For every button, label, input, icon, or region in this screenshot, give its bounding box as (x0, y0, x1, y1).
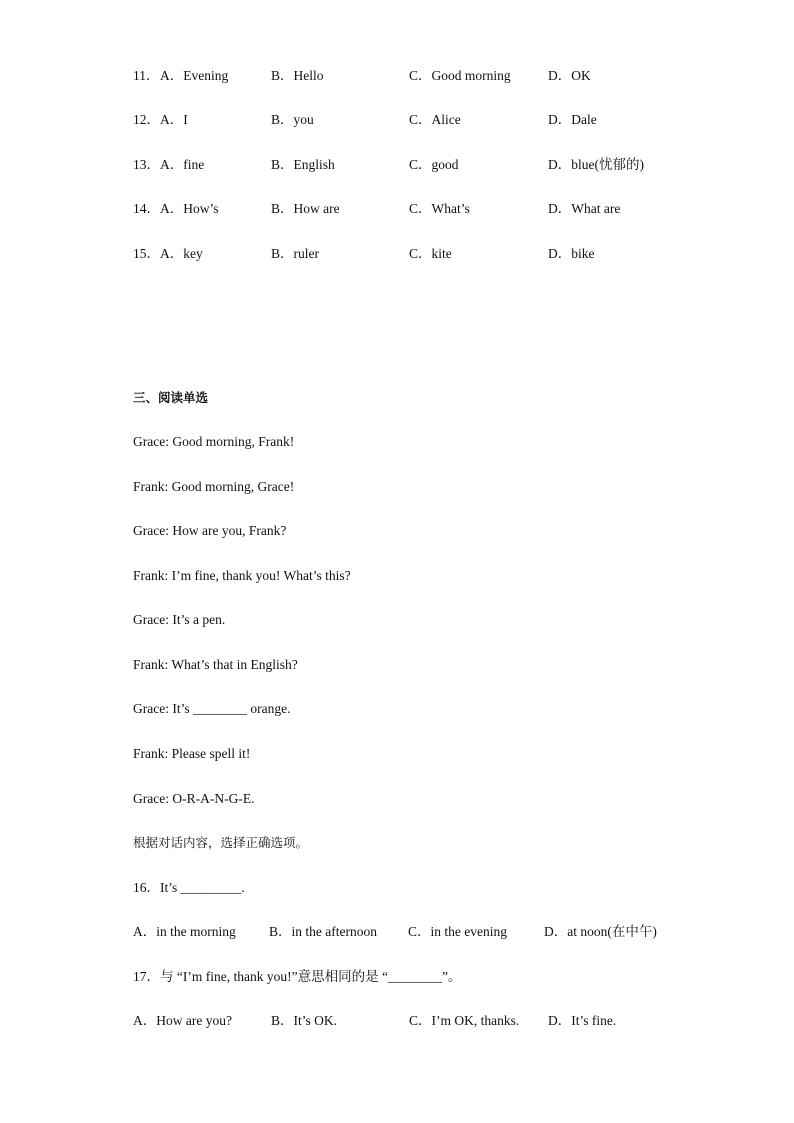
option-d: D．OK (548, 68, 591, 83)
option-b: B．Hello (271, 68, 324, 83)
option-b: B．ruler (271, 246, 319, 261)
option-a: A．How’s (160, 201, 219, 216)
dialogue-line: Frank: Good morning, Grace! (133, 479, 295, 494)
dialogue-line: Grace: How are you, Frank? (133, 523, 287, 538)
dialogue-line: Frank: What’s that in English? (133, 657, 298, 672)
option-c: C．Alice (409, 112, 461, 127)
option-b: B．you (271, 112, 314, 127)
dialogue-line: Frank: I’m fine, thank you! What’s this? (133, 568, 351, 583)
option-a: A．How are you? (133, 1013, 232, 1028)
option-a: A．I (160, 112, 188, 127)
dialogue-line: Grace: O-R-A-N-G-E. (133, 791, 255, 806)
question-17-stem: 17．与 “I’m fine, thank you!”意思相同的是 “________”。 (133, 969, 462, 984)
instruction-text: 根据对话内容，选择正确选项。 (133, 835, 309, 850)
option-c: C．What’s (409, 201, 470, 216)
question-number: 15． (133, 246, 160, 261)
question-number: 13． (133, 157, 160, 172)
option-d: D．bike (548, 246, 595, 261)
question-number: 11． (133, 68, 160, 83)
option-d: D．at noon(在中午) (544, 924, 657, 939)
option-c: C．good (409, 157, 459, 172)
option-b: B．English (271, 157, 335, 172)
question-number: 14． (133, 201, 160, 216)
option-c: C．I’m OK, thanks. (409, 1013, 520, 1028)
option-a: A．key (160, 246, 203, 261)
question-16-stem: 16．It’s _________. (133, 880, 245, 895)
option-c: C．in the evening (408, 924, 507, 939)
section-heading: 三、阅读单选 (133, 390, 209, 405)
option-a: A．in the morning (133, 924, 236, 939)
option-d: D．What are (548, 201, 621, 216)
option-b: B．It’s OK. (271, 1013, 338, 1028)
dialogue-line: Grace: It’s ________ orange. (133, 701, 291, 716)
option-d: D．blue(忧郁的) (548, 157, 644, 172)
option-a: A．Evening (160, 68, 229, 83)
dialogue-line: Grace: Good morning, Frank! (133, 434, 295, 449)
option-a: A．fine (160, 157, 205, 172)
option-b: B．in the afternoon (269, 924, 377, 939)
dialogue-line: Grace: It’s a pen. (133, 612, 226, 627)
dialogue-line: Frank: Please spell it! (133, 746, 251, 761)
option-b: B．How are (271, 201, 340, 216)
option-c: C．Good morning (409, 68, 511, 83)
question-number: 12． (133, 112, 160, 127)
option-d: D．Dale (548, 112, 597, 127)
option-c: C．kite (409, 246, 452, 261)
option-d: D．It’s fine. (548, 1013, 617, 1028)
